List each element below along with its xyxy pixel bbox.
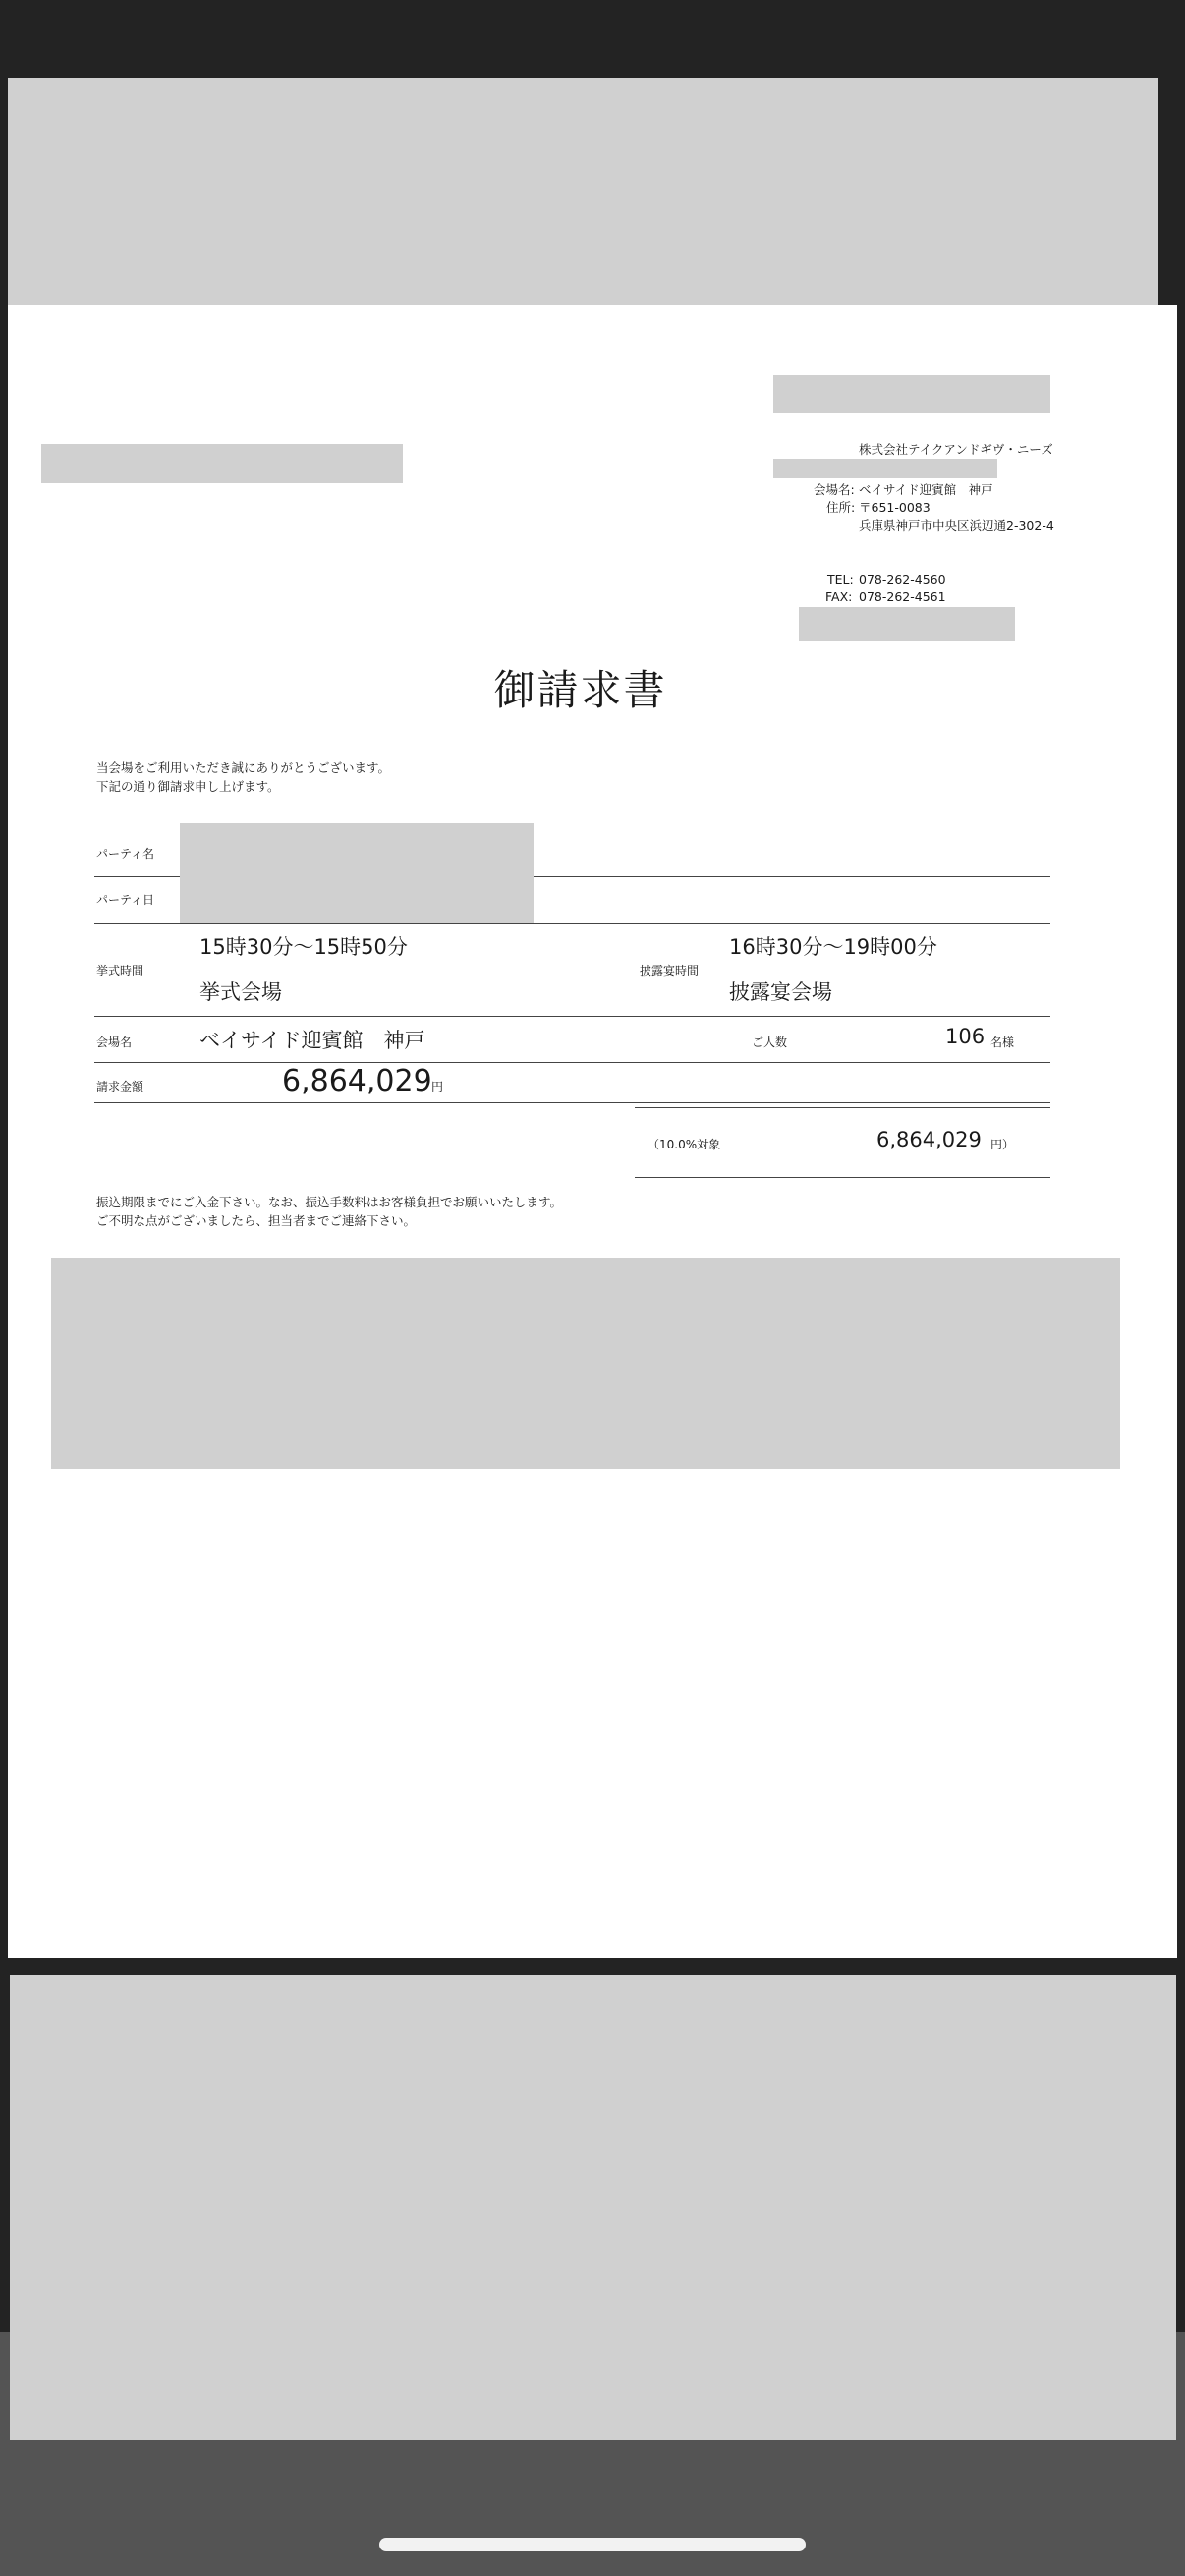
issuer-company: 株式会社テイクアンドギヴ・ニーズ	[859, 442, 1053, 457]
invoice-page	[8, 305, 1177, 1958]
issuer-stamp-redaction	[799, 607, 1015, 641]
payment-note: 振込期限までにご入金下さい。なお、振込手数料はお客様負担でお願いいたします。	[96, 1195, 563, 1209]
amount-unit: 円	[431, 1080, 444, 1093]
divider	[635, 1177, 1050, 1178]
issuer-venue-label: 会場名:	[814, 482, 855, 497]
intro-line: 下記の通り御請求申し上げます。	[96, 779, 280, 794]
bottom-panel-redaction	[10, 1975, 1176, 2440]
top-toolbar-redaction	[8, 78, 1158, 324]
home-indicator[interactable]	[379, 2538, 806, 2551]
amount-value: 6,864,029	[282, 1064, 432, 1098]
issuer-fax: 078-262-4561	[859, 589, 946, 604]
party-name-label: パーティ名	[96, 847, 155, 861]
divider	[94, 1062, 1050, 1063]
divider	[94, 1016, 1050, 1017]
recipient-name-redaction	[41, 444, 403, 483]
ceremony-place: 挙式会場	[199, 980, 282, 1004]
issuer-venue-name: ベイサイド迎賓館 神戸	[859, 482, 993, 497]
divider	[94, 923, 1050, 924]
contact-note: ご不明な点がございましたら、担当者までご連絡下さい。	[96, 1213, 417, 1228]
divider	[635, 1107, 1050, 1108]
guests-value: 106	[945, 1025, 986, 1048]
bank-info-redaction	[51, 1258, 1120, 1469]
issuer-address: 兵庫県神戸市中央区浜辺通2-302-4	[859, 518, 1054, 532]
tax-unit: 円）	[990, 1138, 1015, 1151]
ceremony-time: 15時30分〜15時50分	[199, 935, 408, 959]
issuer-postal: 〒651-0083	[859, 500, 931, 515]
venue-value: ベイサイド迎賓館 神戸	[199, 1029, 425, 1052]
reception-place: 披露宴会場	[729, 980, 832, 1004]
reception-time-label: 披露宴時間	[640, 964, 700, 978]
intro-line: 当会場をご利用いただき誠にありがとうございます。	[96, 760, 391, 775]
party-info-redaction	[180, 823, 534, 923]
issuer-logo-redaction	[773, 375, 1050, 413]
venue-label: 会場名	[96, 1036, 133, 1049]
divider	[94, 1102, 1050, 1103]
guests-unit: 名様	[990, 1036, 1015, 1049]
issuer-tel: 078-262-4560	[859, 572, 946, 587]
issuer-detail-redaction	[773, 459, 997, 478]
tax-amount: 6,864,029	[876, 1128, 982, 1151]
ceremony-time-label: 挙式時間	[96, 964, 144, 978]
amount-label: 請求金額	[96, 1080, 144, 1093]
party-date-label: パーティ日	[96, 893, 155, 907]
issuer-address-label: 住所:	[826, 500, 856, 515]
invoice-title: 御請求書	[493, 666, 667, 714]
guests-label: ご人数	[752, 1036, 788, 1049]
tax-label: （10.0%対象	[648, 1138, 721, 1151]
reception-time: 16時30分〜19時00分	[729, 935, 937, 959]
issuer-fax-label: FAX:	[825, 589, 853, 604]
issuer-tel-label: TEL:	[827, 572, 854, 587]
